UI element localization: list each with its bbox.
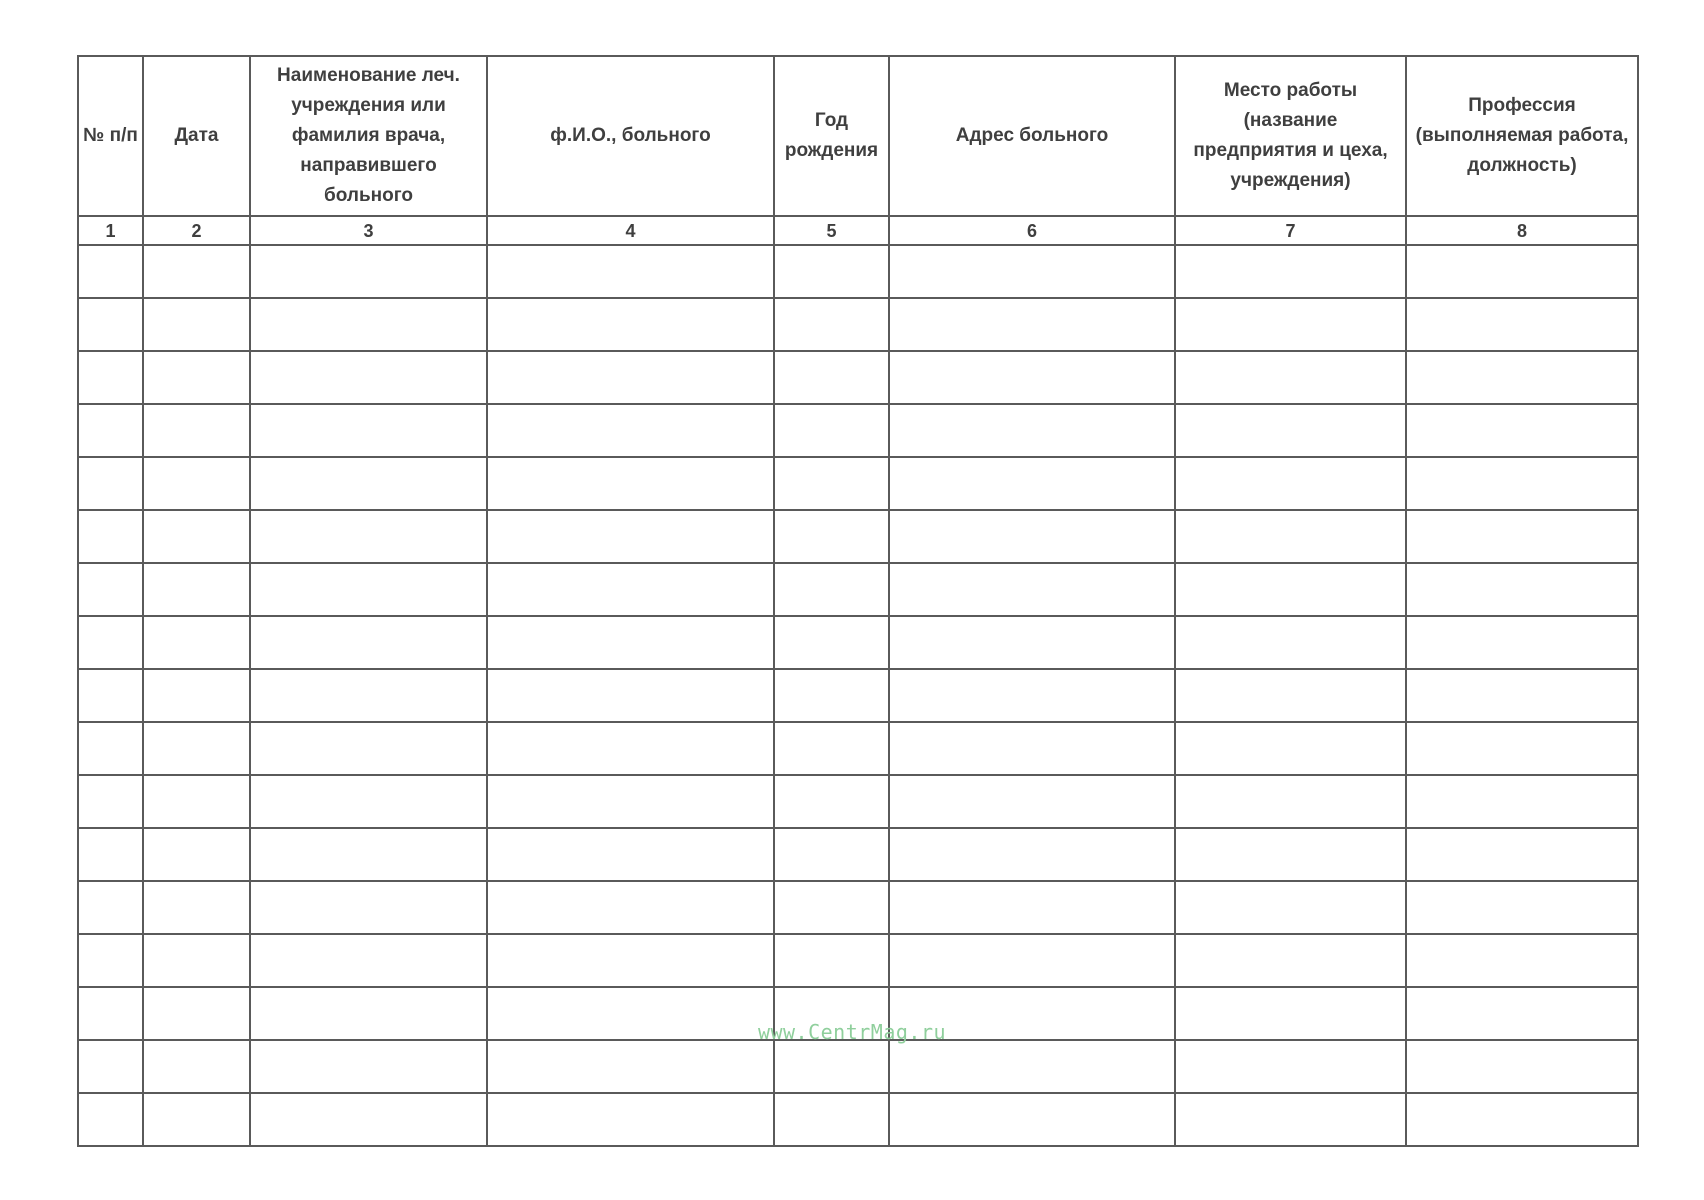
- table-cell: [1406, 775, 1638, 828]
- table-cell: [1406, 245, 1638, 298]
- table-cell: [774, 828, 889, 881]
- journal-table: [77, 55, 1639, 1147]
- table-cell: [1406, 457, 1638, 510]
- table-cell: [78, 1093, 143, 1146]
- table-cell: [1175, 987, 1406, 1040]
- table-cell: [78, 563, 143, 616]
- table-cell: [250, 616, 487, 669]
- table-cell: [1175, 351, 1406, 404]
- table-cell: [487, 881, 774, 934]
- table-cell: [78, 404, 143, 457]
- table-cell: [1406, 1040, 1638, 1093]
- table-cell: [487, 934, 774, 987]
- table-cell: [774, 1040, 889, 1093]
- table-cell: [487, 404, 774, 457]
- table-cell: [1406, 987, 1638, 1040]
- table-cell: [78, 669, 143, 722]
- table-row: [78, 828, 1638, 881]
- table-cell: [78, 351, 143, 404]
- table-cell: [487, 669, 774, 722]
- table-row: [78, 563, 1638, 616]
- table-row: [78, 616, 1638, 669]
- table-cell: [78, 828, 143, 881]
- table-cell: [78, 245, 143, 298]
- table-cell: [889, 563, 1175, 616]
- table-cell: [78, 298, 143, 351]
- column-header-referring-institution: Наименование леч. учреждения или фамилия врача, направившего больного: [250, 56, 487, 216]
- table-cell: [774, 351, 889, 404]
- table-cell: [487, 298, 774, 351]
- table-row: [78, 775, 1638, 828]
- column-header-profession: Профессия (выполняемая работа, должность): [1406, 56, 1638, 216]
- table-body: [78, 245, 1638, 1146]
- table-row: [78, 1040, 1638, 1093]
- table-cell: [487, 245, 774, 298]
- table-cell: [250, 404, 487, 457]
- table-cell: [143, 1093, 250, 1146]
- table-cell: [1175, 881, 1406, 934]
- table-row: [78, 351, 1638, 404]
- table-cell: [1406, 298, 1638, 351]
- column-header-patient-name: ф.И.О., больного: [487, 56, 774, 216]
- table-cell: [487, 1093, 774, 1146]
- table-cell: [889, 404, 1175, 457]
- table-cell: [774, 616, 889, 669]
- table-cell: [1175, 775, 1406, 828]
- table-cell: [1175, 669, 1406, 722]
- table-cell: [774, 669, 889, 722]
- column-header-date: Дата: [143, 56, 250, 216]
- table-cell: [143, 775, 250, 828]
- table-cell: [1175, 722, 1406, 775]
- table-cell: [1406, 351, 1638, 404]
- table-cell: [774, 457, 889, 510]
- table-cell: [487, 987, 774, 1040]
- table-cell: [1175, 245, 1406, 298]
- table-cell: [1406, 669, 1638, 722]
- table-cell: [250, 881, 487, 934]
- table-cell: [487, 775, 774, 828]
- table-cell: [774, 934, 889, 987]
- table-cell: [250, 510, 487, 563]
- table-cell: [250, 351, 487, 404]
- table-row: [78, 457, 1638, 510]
- column-number: 6: [889, 216, 1175, 245]
- table-cell: [889, 510, 1175, 563]
- table-row: [78, 881, 1638, 934]
- table-cell: [1406, 828, 1638, 881]
- table-cell: [774, 881, 889, 934]
- column-number: 8: [1406, 216, 1638, 245]
- table-cell: [1406, 934, 1638, 987]
- table-cell: [487, 563, 774, 616]
- table-cell: [143, 245, 250, 298]
- column-header-workplace: Место работы (название предприятия и цеха, учреждения): [1175, 56, 1406, 216]
- table-cell: [889, 457, 1175, 510]
- table-cell: [143, 828, 250, 881]
- table-cell: [250, 828, 487, 881]
- column-number: 4: [487, 216, 774, 245]
- table-cell: [1406, 510, 1638, 563]
- table-row: [78, 404, 1638, 457]
- table-cell: [143, 1040, 250, 1093]
- table-cell: [889, 775, 1175, 828]
- table-cell: [774, 298, 889, 351]
- table-cell: [143, 563, 250, 616]
- column-header-patient-address: Адрес больного: [889, 56, 1175, 216]
- table-cell: [78, 987, 143, 1040]
- table-cell: [1175, 828, 1406, 881]
- column-number: 3: [250, 216, 487, 245]
- table-cell: [250, 563, 487, 616]
- table-cell: [250, 987, 487, 1040]
- table-cell: [774, 404, 889, 457]
- table-cell: [1406, 616, 1638, 669]
- table-cell: [889, 722, 1175, 775]
- table-row: [78, 1093, 1638, 1146]
- table-cell: [889, 616, 1175, 669]
- table-cell: [250, 457, 487, 510]
- table-cell: [143, 510, 250, 563]
- table-row: [78, 722, 1638, 775]
- table-cell: [774, 1093, 889, 1146]
- table-cell: [774, 775, 889, 828]
- table-cell: [1406, 722, 1638, 775]
- table-cell: [250, 775, 487, 828]
- table-cell: [889, 245, 1175, 298]
- table-cell: [1175, 510, 1406, 563]
- table-cell: [1175, 934, 1406, 987]
- table-cell: [143, 987, 250, 1040]
- table-cell: [774, 563, 889, 616]
- table-cell: [889, 934, 1175, 987]
- table-row: [78, 934, 1638, 987]
- table-cell: [143, 457, 250, 510]
- table-cell: [889, 298, 1175, 351]
- table-row: [78, 245, 1638, 298]
- table-cell: [250, 722, 487, 775]
- table-cell: [487, 616, 774, 669]
- table-cell: [143, 298, 250, 351]
- table-cell: [78, 934, 143, 987]
- watermark-text: www.CentrMag.ru: [757, 1020, 947, 1044]
- column-header-number: № п/п: [78, 56, 143, 216]
- column-number: 7: [1175, 216, 1406, 245]
- column-number: 5: [774, 216, 889, 245]
- table-cell: [889, 1093, 1175, 1146]
- table-cell: [143, 351, 250, 404]
- table-cell: [1175, 404, 1406, 457]
- table-cell: [1175, 298, 1406, 351]
- table-cell: [1175, 457, 1406, 510]
- table-cell: [1175, 563, 1406, 616]
- table-cell: [78, 881, 143, 934]
- table-row: [78, 510, 1638, 563]
- table-cell: [1175, 616, 1406, 669]
- table-cell: [78, 722, 143, 775]
- table-cell: [250, 669, 487, 722]
- table-row: [78, 669, 1638, 722]
- table-cell: [1406, 404, 1638, 457]
- header-row: [78, 56, 1638, 216]
- table-cell: [78, 457, 143, 510]
- table-cell: [143, 881, 250, 934]
- table-cell: [487, 351, 774, 404]
- column-number-row: [78, 216, 1638, 245]
- table-cell: [889, 351, 1175, 404]
- column-number: 1: [78, 216, 143, 245]
- table-cell: [889, 881, 1175, 934]
- table-cell: [1406, 563, 1638, 616]
- table-cell: [78, 616, 143, 669]
- table-cell: [487, 722, 774, 775]
- table-cell: [487, 457, 774, 510]
- table-cell: [1406, 1093, 1638, 1146]
- table-cell: [143, 934, 250, 987]
- table-cell: [487, 828, 774, 881]
- table-cell: [889, 669, 1175, 722]
- table-cell: [774, 510, 889, 563]
- table-cell: [143, 722, 250, 775]
- table-cell: [143, 616, 250, 669]
- table-cell: [78, 1040, 143, 1093]
- table-cell: [250, 934, 487, 987]
- table-cell: [487, 1040, 774, 1093]
- table-cell: [250, 1040, 487, 1093]
- table-cell: [143, 404, 250, 457]
- table-cell: [774, 245, 889, 298]
- table-cell: [1175, 1040, 1406, 1093]
- table-cell: [250, 298, 487, 351]
- table-cell: [143, 669, 250, 722]
- table-cell: [250, 245, 487, 298]
- table-cell: [78, 775, 143, 828]
- column-number: 2: [143, 216, 250, 245]
- table-cell: [487, 510, 774, 563]
- table-row: [78, 298, 1638, 351]
- table-cell: [1406, 881, 1638, 934]
- table-cell: [250, 1093, 487, 1146]
- column-header-birth-year: Год рождения: [774, 56, 889, 216]
- table-cell: [774, 722, 889, 775]
- table-cell: [889, 1040, 1175, 1093]
- table-cell: [889, 828, 1175, 881]
- table-cell: [1175, 1093, 1406, 1146]
- table-cell: [78, 510, 143, 563]
